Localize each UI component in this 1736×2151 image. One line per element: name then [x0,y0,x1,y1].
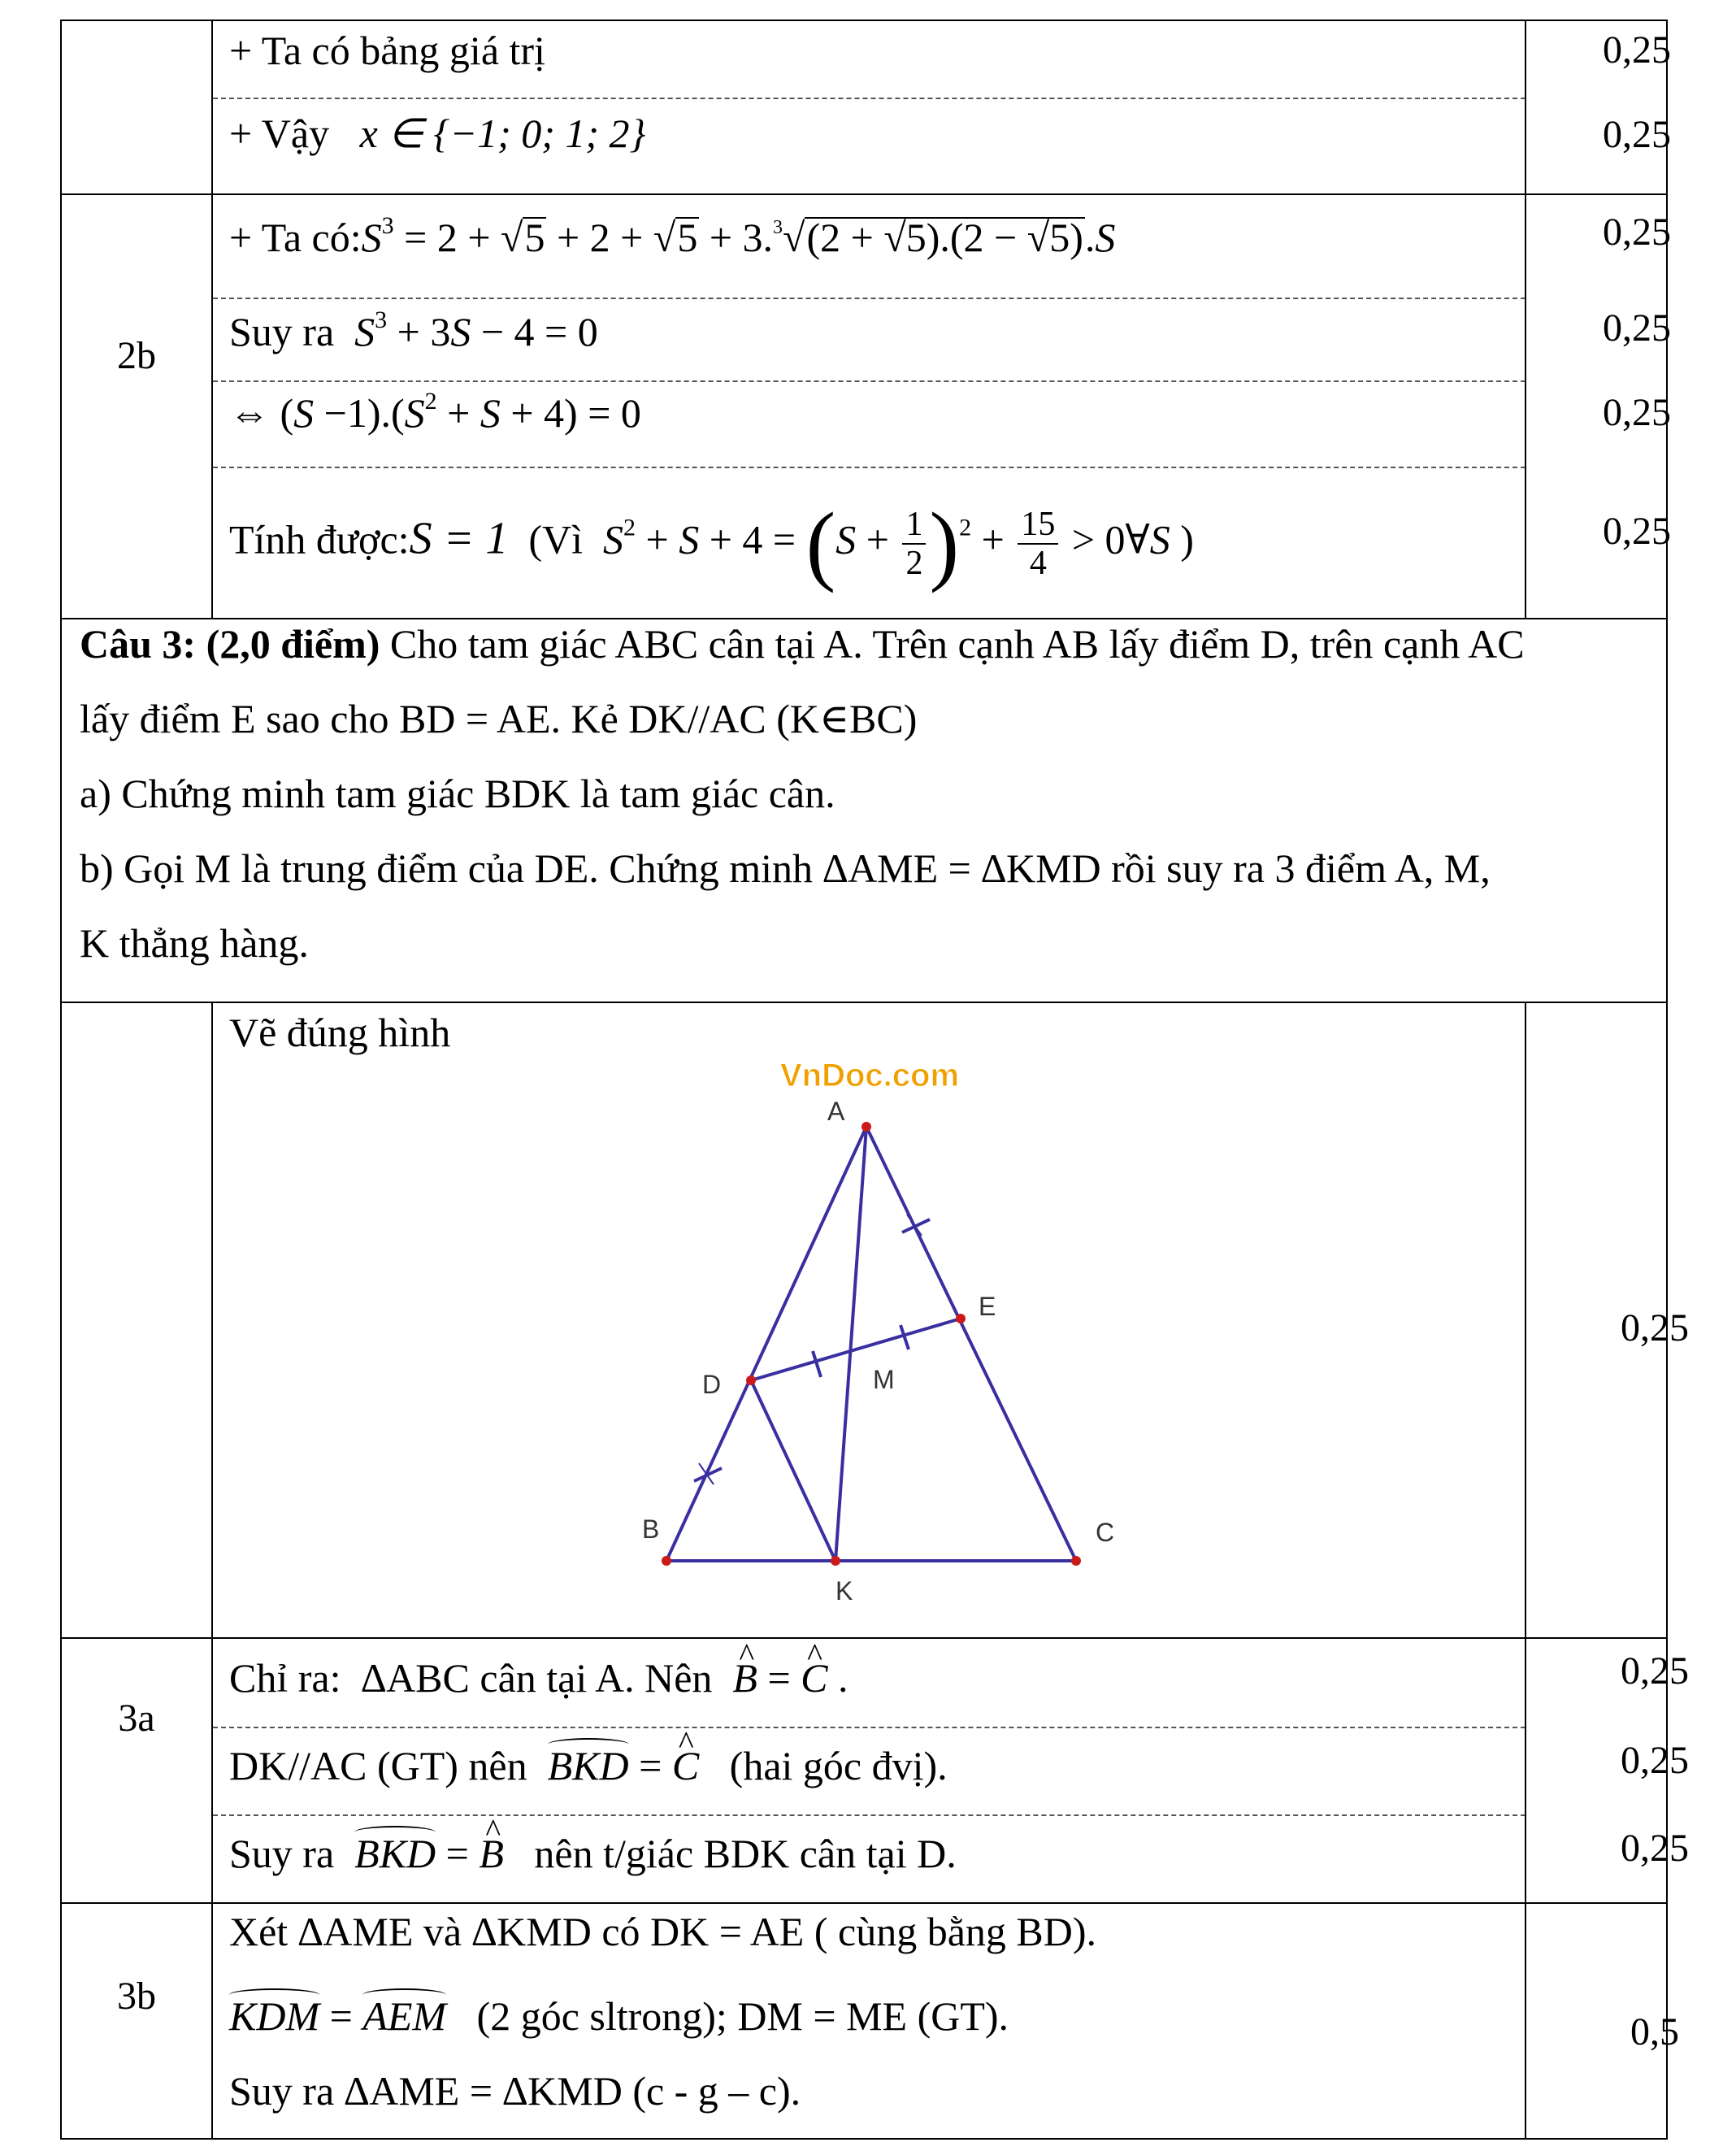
solution-set-line [229,109,646,158]
point-b [662,1556,671,1566]
label-column-divider [211,20,213,618]
label-column-divider [211,1002,213,2140]
point-k [831,1556,840,1566]
prefix: + Ta có: [229,215,362,260]
question-3-line-3: a) Chứng minh tam giác BDK là tam giác cân. [80,771,835,816]
table-top-border [60,20,1668,21]
prefix: + Vậy [229,111,330,156]
point-e [956,1314,966,1323]
row-label: 3a [118,1697,155,1740]
question-3-line-2: lấy điểm E sao cho BD = AE. Kẻ DK//AC (K∈BC) [80,696,918,741]
cube-expansion-line: + Ta $có:S^3 = 2 + √5 + 2 + √5 + 3.^3√(2 + √5).(2 - √5).S$ [229,212,1116,260]
label-d: D [702,1370,722,1399]
point-c [1071,1556,1081,1566]
label-k: K [835,1576,853,1606]
row-label: 2b [117,334,156,377]
row-divider [60,1902,1668,1904]
label-a: A [827,1097,845,1126]
segment-ak [835,1127,866,1561]
figure-caption: Vẽ đúng hình [229,1010,451,1055]
score: 0,25 [1603,28,1671,72]
score: 0,25 [1603,211,1671,254]
prefix: Tính được: [229,516,410,563]
score-column-divider [1525,20,1526,618]
result-value: S = 1 [409,513,509,564]
label-b: B [642,1514,660,1544]
score: 0,25 [1603,510,1671,553]
row-divider [213,1727,1526,1728]
factored-equation-line: ⇔ $(S -1).(S^2 + S + 4) = 0$ [229,388,641,436]
score: 0,25 [1621,1827,1689,1870]
row-3a-line-3: Suy ra BKD = ^ B nên t/giác BDK cân tại D. [229,1829,957,1878]
cubic-equation-line: Suy ra $S^3 + 3S - 4 = 0$ [229,306,598,354]
watermark: VnDoc.com [780,1058,960,1093]
label-m: M [873,1365,895,1394]
score: 0,25 [1621,1306,1689,1349]
question-3-line-5: K thẳng hàng. [80,920,309,966]
prefix: Suy ra [229,309,335,354]
row-divider [213,1814,1526,1816]
row-3a-line-1: Chỉ ra: ∆ABC cân tại A. Nên ^ B = ^ C . [229,1653,848,1702]
score: 0,25 [1603,306,1671,350]
row-divider [213,98,1526,99]
score: 0,25 [1603,391,1671,434]
segment-de [751,1319,961,1380]
question-3-line-1: Câu 3: (2,0 điểm) Cho tam giác ABC cân tại A. Trên cạnh AB lấy điểm D, trên cạnh AC [80,621,1525,667]
tick-dm [813,1351,821,1377]
table-bottom-border [60,2138,1668,2140]
question-3-line-4: b) Gọi M là trung điểm của DE. Chứng minh ∆AME = ∆KMD rồi suy ra 3 điểm A, M, [80,845,1491,891]
score: 0,25 [1621,1649,1689,1693]
segment-ac [866,1127,1076,1561]
point-d [746,1375,756,1385]
geometry-figure [618,1049,1187,1610]
row-divider [213,298,1526,299]
score: 0,5 [1630,2010,1679,2053]
question-title: Câu 3: (2,0 điểm) [80,621,380,667]
row-divider [213,380,1526,382]
row-3b-line-3: Suy ra ∆AME = ∆KMD (c - g – c). [229,2068,801,2114]
score-column-divider [1525,1002,1526,2140]
row-label: 3b [117,1975,156,2018]
value-table-text: + Ta có bảng giá trị [229,28,545,73]
row-divider [60,1637,1668,1639]
row-3a-line-2: DK//AC (GT) nên BKD = ^ C (hai góc đvị). [229,1741,948,1790]
row-3b-line-1: Xét ∆AME và ∆KMD có DK = AE ( cùng bằng BD). [229,1909,1096,1954]
score: 0,25 [1603,113,1671,156]
label-c: C [1096,1518,1115,1547]
segment-ab [666,1127,866,1561]
row-divider [213,467,1526,468]
score: 0,25 [1621,1739,1689,1782]
row-divider [60,1002,1668,1003]
segment-dk [751,1380,835,1561]
result-line: Tính được:S = 1 (Vì $S^2 + S + 4 = (S$ + $\frac{1}{2}$ )$^2$ + $\frac{15}{4}$ > 0∀S ) [229,494,1194,593]
because: (Vì [528,516,584,563]
row-divider [60,193,1668,195]
point-a [861,1122,871,1132]
solution-set: x ∈ {−1; 0; 1; 2} [359,111,646,156]
row-3b-line-2: KDM = AEM (2 góc sltrong); DM = ME (GT). [229,1993,1009,2039]
label-e: E [979,1292,996,1321]
